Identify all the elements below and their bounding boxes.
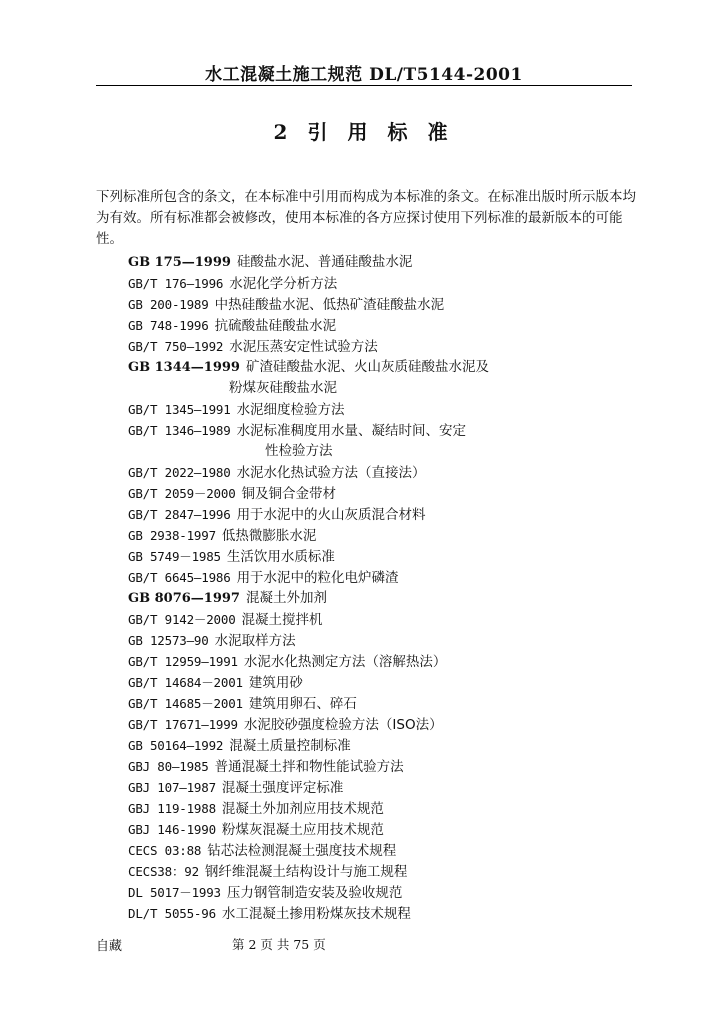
reference-code: GB/T 2847—1996	[128, 507, 231, 522]
section-char: 标	[387, 120, 408, 144]
reference-code: GB/T 12959—1991	[128, 654, 238, 669]
reference-code: CECS 03:88	[128, 843, 202, 858]
reference-code: DL/T 5055-96	[128, 906, 216, 921]
reference-title: 钢纤维混凝土结构设计与施工规程	[204, 864, 408, 880]
reference-code: GB 8076—1997	[128, 591, 240, 606]
section-char: 用	[347, 120, 368, 144]
reference-item	[128, 546, 628, 567]
reference-title: 混凝土外加剂应用技术规范	[221, 801, 384, 817]
reference-item	[128, 483, 628, 504]
reference-code: GB 2938-1997	[128, 528, 216, 543]
reference-item	[128, 693, 628, 714]
reference-item	[128, 399, 628, 420]
reference-code: GB/T 6645—1986	[128, 570, 231, 585]
reference-code: GB 50164—1992	[128, 738, 224, 753]
reference-code: CECS38：92	[128, 864, 199, 879]
reference-code: GB/T 14684－2001	[128, 675, 243, 690]
section-number: 2	[273, 120, 288, 144]
reference-item	[128, 714, 628, 735]
reference-item	[128, 315, 628, 336]
reference-code: GB/T 17671—1999	[128, 717, 238, 732]
reference-title: 水泥细度检验方法	[236, 402, 345, 418]
intro-paragraph: 下列标准所包含的条文，在本标准中引用而构成为本标准的条文。在标准出版时所示版本均为有效。所有标准都会被修改，使用本标准的各方应探讨使用下列标准的最新版本的可能性。	[96, 189, 636, 247]
reference-item	[128, 357, 628, 378]
reference-code: GB/T 750—1992	[128, 339, 224, 354]
page-number: 第 2 页 共 75 页	[232, 937, 326, 952]
reference-item	[128, 294, 628, 315]
reference-code: GB 748-1996	[128, 318, 209, 333]
reference-title: 水泥压蒸安定性试验方法	[229, 339, 378, 355]
reference-item	[128, 756, 628, 777]
reference-code: GB/T 2059－2000	[128, 486, 236, 501]
reference-title: 水泥标准稠度用水量、凝结时间、安定	[236, 423, 467, 439]
reference-code: GB/T 1346—1989	[128, 423, 231, 438]
reference-list	[128, 252, 628, 924]
reference-title: 粉煤灰硅酸盐水泥	[229, 380, 337, 396]
reference-title: 铜及铜合金带材	[241, 486, 337, 502]
reference-title: 低热微膨胀水泥	[221, 528, 317, 544]
reference-title: 建筑用卵石、碎石	[248, 696, 357, 712]
reference-title: 混凝土质量控制标准	[229, 738, 351, 754]
reference-title: 水泥化学分析方法	[229, 276, 338, 292]
reference-code: GB 175—1999	[128, 255, 231, 270]
reference-item	[128, 462, 628, 483]
reference-code: GB/T 2022—1980	[128, 465, 231, 480]
reference-title: 粉煤灰混凝土应用技术规范	[221, 822, 384, 838]
reference-title: 水泥水化热测定方法（溶解热法）	[243, 654, 447, 670]
reference-code: GBJ 146-1990	[128, 822, 216, 837]
reference-item	[128, 273, 628, 294]
reference-title: 混凝土外加剂	[245, 590, 327, 606]
reference-title: 中热硅酸盐水泥、低热矿渣硅酸盐水泥	[214, 297, 445, 313]
reference-item	[128, 798, 628, 819]
reference-item	[128, 735, 628, 756]
section-char: 准	[427, 120, 448, 144]
reference-code: DL 5017－1993	[128, 885, 221, 900]
reference-code: GB 200-1989	[128, 297, 209, 312]
reference-item	[128, 525, 628, 546]
reference-item	[128, 420, 628, 441]
reference-code: GB/T 14685－2001	[128, 696, 243, 711]
reference-item	[128, 903, 628, 924]
reference-item	[128, 630, 628, 651]
reference-title: 生活饮用水质标准	[226, 549, 335, 565]
reference-item	[128, 672, 628, 693]
reference-code: GBJ 119-1988	[128, 801, 216, 816]
reference-title: 水泥水化热试验方法（直接法）	[236, 465, 426, 481]
reference-code: GB/T 9142－2000	[128, 612, 236, 627]
reference-title: 水泥胶砂强度检验方法（ISO法）	[243, 717, 443, 733]
reference-title: 用于水泥中的粒化电炉磷渣	[236, 570, 399, 586]
header-rule	[96, 85, 632, 86]
reference-code: GB/T 176—1996	[128, 276, 224, 291]
reference-item	[128, 609, 628, 630]
reference-title: 混凝土搅拌机	[241, 612, 323, 628]
reference-item	[128, 777, 628, 798]
reference-code: GBJ 107—1987	[128, 780, 216, 795]
reference-code: GB 1344—1999	[128, 360, 240, 375]
section-heading	[0, 116, 721, 145]
reference-title: 压力钢管制造安装及验收规范	[226, 885, 403, 901]
reference-item	[128, 882, 628, 903]
reference-title: 钻芯法检测混凝土强度技术规程	[207, 843, 397, 859]
reference-title: 混凝土强度评定标准	[221, 780, 344, 796]
reference-item	[128, 336, 628, 357]
reference-code: GB 12573—90	[128, 633, 209, 648]
reference-item	[128, 378, 628, 399]
reference-title: 抗硫酸盐硅酸盐水泥	[214, 318, 337, 334]
reference-title: 建筑用砂	[248, 675, 303, 691]
reference-item	[128, 861, 628, 882]
reference-title: 水工混凝土掺用粉煤灰技术规程	[221, 906, 411, 922]
reference-title: 矿渣硅酸盐水泥、火山灰质硅酸盐水泥及	[245, 359, 489, 375]
section-char: 引	[307, 120, 328, 144]
reference-item	[128, 252, 628, 273]
reference-title: 性检验方法	[265, 443, 333, 459]
reference-title: 水泥取样方法	[214, 633, 296, 649]
reference-code: GB 5749－1985	[128, 549, 221, 564]
reference-item	[128, 840, 628, 861]
reference-item	[128, 819, 628, 840]
reference-item	[128, 588, 628, 609]
reference-item	[128, 441, 628, 462]
footer-left-note: 自藏	[96, 939, 123, 954]
reference-item	[128, 567, 628, 588]
running-header-title: 水工混凝土施工规范 DL/T5144-2001	[205, 65, 523, 85]
reference-title: 硅酸盐水泥、普通硅酸盐水泥	[236, 254, 413, 270]
reference-code: GB/T 1345—1991	[128, 402, 231, 417]
reference-title: 普通混凝土拌和物性能试验方法	[214, 759, 404, 775]
reference-item	[128, 651, 628, 672]
reference-item	[128, 504, 628, 525]
reference-title: 用于水泥中的火山灰质混合材料	[236, 507, 426, 523]
reference-code: GBJ 80—1985	[128, 759, 209, 774]
